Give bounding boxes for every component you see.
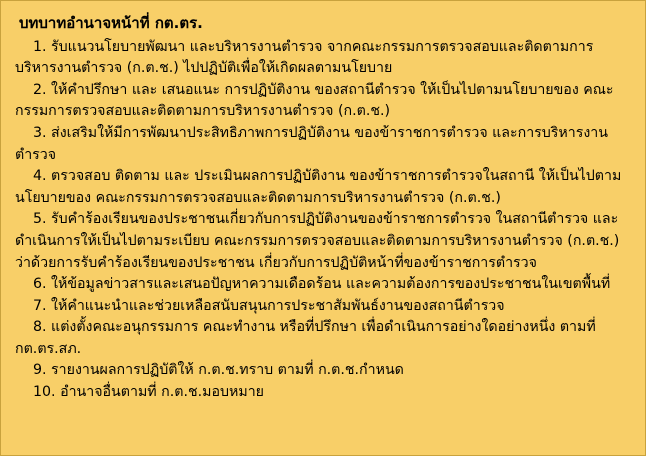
list-item: 8. แต่งตั้งคณะอนุกรรมการ คณะทำงาน หรือที่ปรึกษา เพื่อดำเนินการอย่างใดอย่างหนึ่ง ตามที่ กต.ตร.สภ. [15, 319, 596, 357]
list-item: 2. ให้คำปรึกษา และ เสนอแนะ การปฏิบัติงาน ของสถานีตำรวจ ให้เป็นไปตามนโยบายของ คณะกรรมการตรวจสอบและติดตามการบริหารงานตำรวจ (ก.ต.ช.) [15, 81, 614, 120]
list-item: 9. รายงานผลการปฏิบัติให้ ก.ต.ช.ทราบ ตามที่ ก.ต.ช.กำหนด [33, 362, 404, 379]
list-item: 6. ให้ข้อมูลข่าวสารและเสนอปัญหาความเดือดร้อน และความต้องการของประชาชนในเขตพื้นที่ [33, 276, 611, 293]
page-title: บทบาทอำนาจหน้าที่ กต.ตร. [19, 14, 203, 32]
list-item: 3. ส่งเสริมให้มีการพัฒนาประสิทธิภาพการปฏิบัติงาน ของข้าราชการตำรวจ และการบริหารงานตำรวจ [15, 125, 608, 163]
list-item: 7. ให้คำแนะนำและช่วยเหลือสนับสนุนการประชาสัมพันธ์งานของสถานีตำรวจ [33, 297, 505, 314]
list-item: 1. รับแนวนโยบายพัฒนา และบริหารงานตำรวจ จากคณะกรรมการตรวจสอบและติดตามการบริหารงานตำรวจ (ก.ต.ช.) ไปปฏิบัติเพื่อให้เกิดผลตามนโยบาย [15, 38, 594, 77]
list-item: 10. อำนาจอื่นตามที่ ก.ต.ช.มอบหมาย [33, 384, 264, 400]
list-item: 4. ตรวจสอบ ติดตาม และ ประเมินผลการปฏิบัติงาน ของข้าราชการตำรวจในสถานี ให้เป็นไปตามนโยบายของ คณะกรรมการตรวจสอบและติดตามการบริหารงานตำรวจ (ก.ต.ช.) [15, 168, 622, 206]
list-item: 5. รับคำร้องเรียนของประชาชนเกี่ยวกับการปฏิบัติงานของข้าราชการตำรวจ ในสถานีตำรวจ และดำเนินการให้เป็นไปตามระเบียบ คณะกรรมการตรวจสอบและติดตามการบริหารงานตำรวจ (ก.ต.ช.) ว่าด้วยการรับคำร้องเรียนของประชาชน เกี่ยวกับการปฏิบัติหน้าที่ของข้าราชการตำรวจ [15, 211, 620, 271]
